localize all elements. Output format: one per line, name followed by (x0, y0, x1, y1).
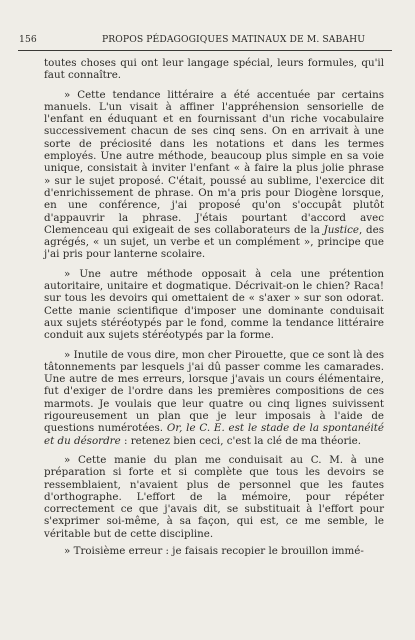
paragraph-text: , des agrégés, « un sujet, un verbe et un complément », principe que j'ai pris pour lanterne scolaire. (44, 223, 385, 261)
running-title: PROPOS PÉDAGOGIQUES MATINAUX DE M. SABAHU (102, 34, 366, 45)
paragraph-2 (44, 89, 384, 261)
page-header (18, 34, 392, 51)
page-body (44, 57, 384, 557)
paragraph-text: » Inutile de vous dire, mon cher Pirouette, que ce sont là des tâtonnements par lesquels j'ai dû passer comme les camarades. Une autre de mes erreurs, lorsque j'avais un cours élémentaire, fut d'exiger de l'ordre dans les premières compositions de ces marmots. Je voulais que leur quatre ou cinq lignes suivissent rigoureusement un plan que je leur imposais à l'aide de questions numérotées. (44, 348, 384, 435)
paragraph-3 (44, 268, 384, 342)
paragraph-text: : retenez bien ceci, c'est la clé de ma théorie. (120, 434, 362, 447)
paragraph-text: » Une autre méthode opposait à cela une prétention autoritaire, unitaire et dogmatique. Décrivait-on le chien? Raca! sur tous les devoirs qui omettaient de « s'axer » sur son odorat. Cette manie scientifique d'imposer une dominante conduisait aux sujets stéréotypés par le fond, comme la tendance littéraire conduit aux sujets stéréotypés par la forme. (44, 267, 384, 342)
italic-title-justice: Justice (323, 223, 359, 236)
paragraph-text: » Troisième erreur : je faisais recopier le brouillon immé- (64, 544, 364, 557)
paragraph-6 (44, 545, 384, 557)
paragraph-text: » Cette manie du plan me conduisait au C. M. à une préparation si forte et si complète que tous les devoirs se ressemblaient, n'avaient plus de personnel que les fautes d'orthographe. L'effort de la mémoire, pour répéter correctement ce que j'avais dit, se substituait à l'effort pour s'exprimer soi-même, à sa façon, qui est, ce me semble, le véritable but de cette discipline. (44, 453, 384, 540)
paragraph-text: » Cette tendance littéraire a été accentuée par certains manuels. L'un visait à affiner l'appréhension sensorielle de l'enfant en éduquant et en fournissant d'un riche vocabulaire successivement chacun de ses cinq sens. On en arrivait à une sorte de préciosité dans les notations et dans les termes employés. Une autre méthode, beaucoup plus simple en sa voie unique, consistait à inviter l'enfant « à faire la plus jolie phrase » sur le sujet proposé. C'était, poussé au sublime, l'exercice dit d'enrichissement de phrase. On m'a pris pour Diogène lorsque, en une conférence, j'ai proposé qu'on s'occupât plutôt d'appauvrir la phrase. J'étais pourtant d'accord avec Clemenceau qui exigeait de ses collaborateurs de la (44, 88, 384, 236)
paragraph-1 (44, 57, 384, 82)
paragraph-4 (44, 349, 384, 447)
paragraph-5 (44, 454, 384, 540)
page-number: 156 (19, 34, 37, 45)
paragraph-text: toutes choses qui ont leur langage spécial, leurs formules, qu'il faut connaître. (44, 57, 384, 82)
italic-emphasis: Or, le C. E. est le stade de la spontanéité et du désordre (44, 422, 384, 447)
